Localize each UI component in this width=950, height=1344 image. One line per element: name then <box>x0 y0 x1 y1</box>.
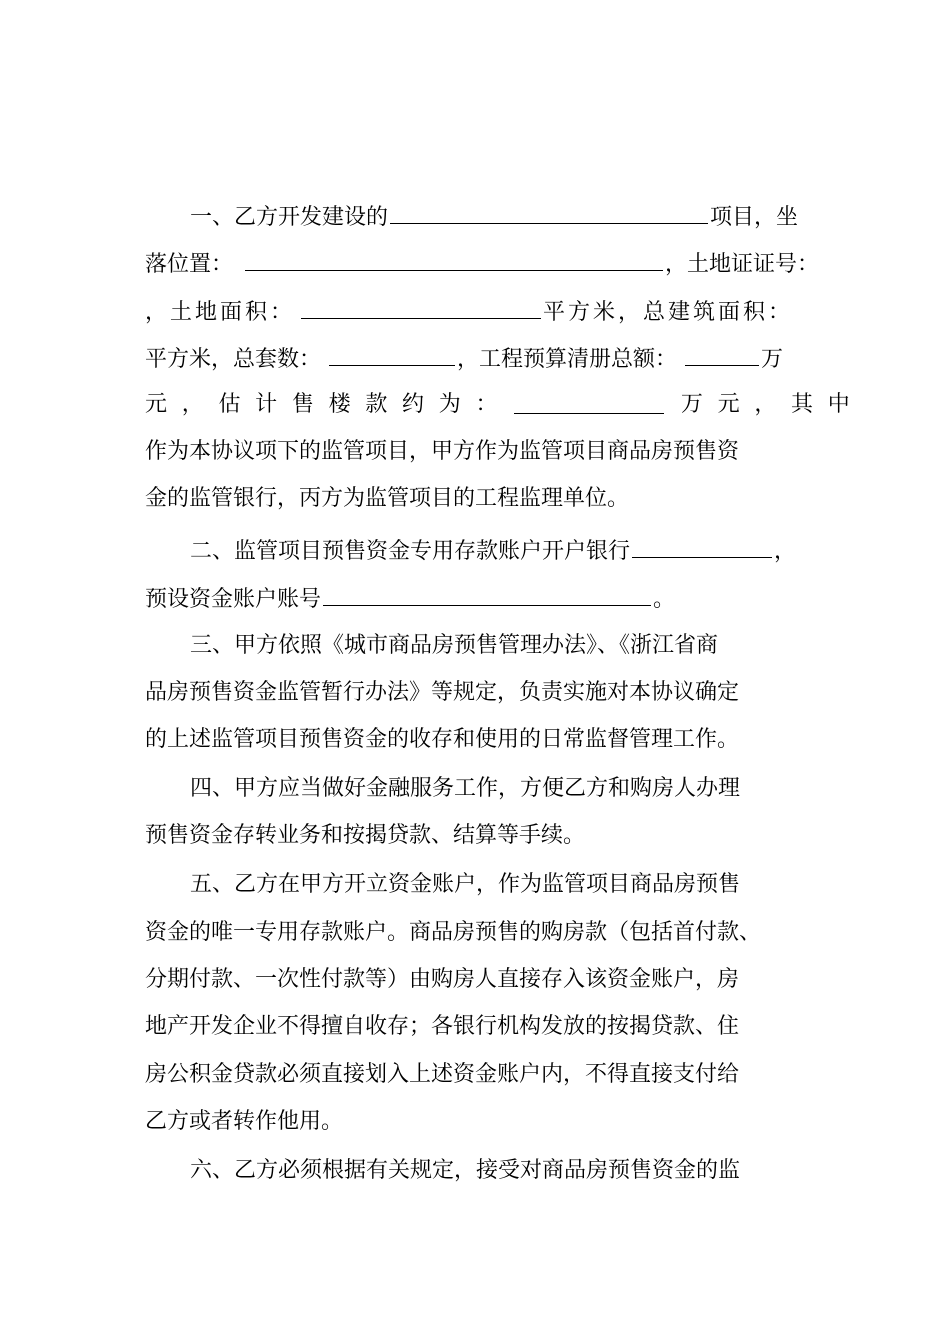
text: 一、乙方开发建设的 <box>190 205 389 230</box>
paragraph-1-line-7: 金的监管银行，丙方为监管项目的工程监理单位。 <box>145 486 630 511</box>
text: ，工程预算清册总额： <box>457 347 678 372</box>
text: 二、监管项目预售资金专用存款账户开户银行 <box>190 539 631 564</box>
blank-total-units <box>329 341 455 366</box>
blank-land-area <box>301 294 541 319</box>
paragraph-6-line-1: 六、乙方必须根据有关规定，接受对商品房预售资金的监 <box>190 1158 741 1183</box>
blank-project-name <box>390 199 708 224</box>
text: 其 <box>791 392 814 417</box>
paragraph-3-line-1: 三、甲方依照《城市商品房预售管理办法》、《浙江省商 <box>190 633 719 658</box>
text: 项目，坐 <box>710 205 799 230</box>
paragraph-4-line-1: 四、甲方应当做好金融服务工作，方便乙方和购房人办理 <box>190 776 741 801</box>
text: ， <box>181 392 204 417</box>
text: ： <box>475 392 498 417</box>
text: ，土地证证号： <box>665 252 820 277</box>
text: 元 <box>717 392 740 417</box>
paragraph-5-line-6: 乙方或者转作他用。 <box>145 1109 344 1134</box>
paragraph-3-line-3: 的上述监管项目预售资金的收存和使用的日常监督管理工作。 <box>145 727 740 752</box>
paragraph-1-line-2 <box>145 246 850 278</box>
text: 约 <box>402 392 425 417</box>
text: 款 <box>365 392 388 417</box>
paragraph-5-line-3: 分期付款、一次性付款等）由购房人直接存入该资金账户，房 <box>145 967 740 992</box>
text: ， <box>754 392 777 417</box>
text: ，土地面积： <box>145 300 296 325</box>
paragraph-2-line-2 <box>145 581 850 613</box>
paragraph-1-line-1 <box>190 199 850 231</box>
paragraph-3-line-2: 品房预售资金监管暂行办法》等规定，负责实施对本协议确定 <box>145 680 740 705</box>
paragraph-1-line-5 <box>145 389 850 421</box>
blank-presale-amount <box>514 389 664 414</box>
paragraph-1-line-6: 作为本协议项下的监管项目，甲方作为监管项目商品房预售资 <box>145 439 740 464</box>
blank-account-number <box>323 581 651 606</box>
text: 估 <box>218 392 241 417</box>
text: 楼 <box>328 392 351 417</box>
text: ， <box>774 539 797 564</box>
paragraph-5-line-5: 房公积金贷款必须直接划入上述资金账户内，不得直接支付给 <box>145 1062 740 1087</box>
text: 落位置： <box>145 252 234 277</box>
blank-bank-name <box>632 533 772 558</box>
paragraph-5-line-2: 资金的唯一专用存款账户。商品房预售的购房款（包括首付款、 <box>145 920 762 945</box>
text: 平方米，总建筑面积： <box>543 300 794 325</box>
paragraph-2-line-1 <box>190 533 850 565</box>
paragraph-1-line-4 <box>145 341 850 373</box>
text: 平方米，总套数： <box>145 347 322 372</box>
text: 万 <box>761 347 784 372</box>
text: 计 <box>255 392 278 417</box>
blank-budget-total <box>685 341 759 366</box>
paragraph-4-line-2: 预售资金存转业务和按揭贷款、结算等手续。 <box>145 823 586 848</box>
text: 中 <box>827 392 850 417</box>
text: 预设资金账户账号 <box>145 587 322 612</box>
paragraph-1-line-3 <box>145 294 850 326</box>
paragraph-5-line-4: 地产开发企业不得擅自收存；各银行机构发放的按揭贷款、住 <box>145 1014 740 1039</box>
text: 售 <box>291 392 314 417</box>
blank-location <box>245 246 663 271</box>
text: 为 <box>438 392 461 417</box>
paragraph-5-line-1: 五、乙方在甲方开立资金账户，作为监管项目商品房预售 <box>190 872 741 897</box>
text: 元 <box>145 392 168 417</box>
text: 万 <box>680 392 703 417</box>
text: 。 <box>653 587 676 612</box>
